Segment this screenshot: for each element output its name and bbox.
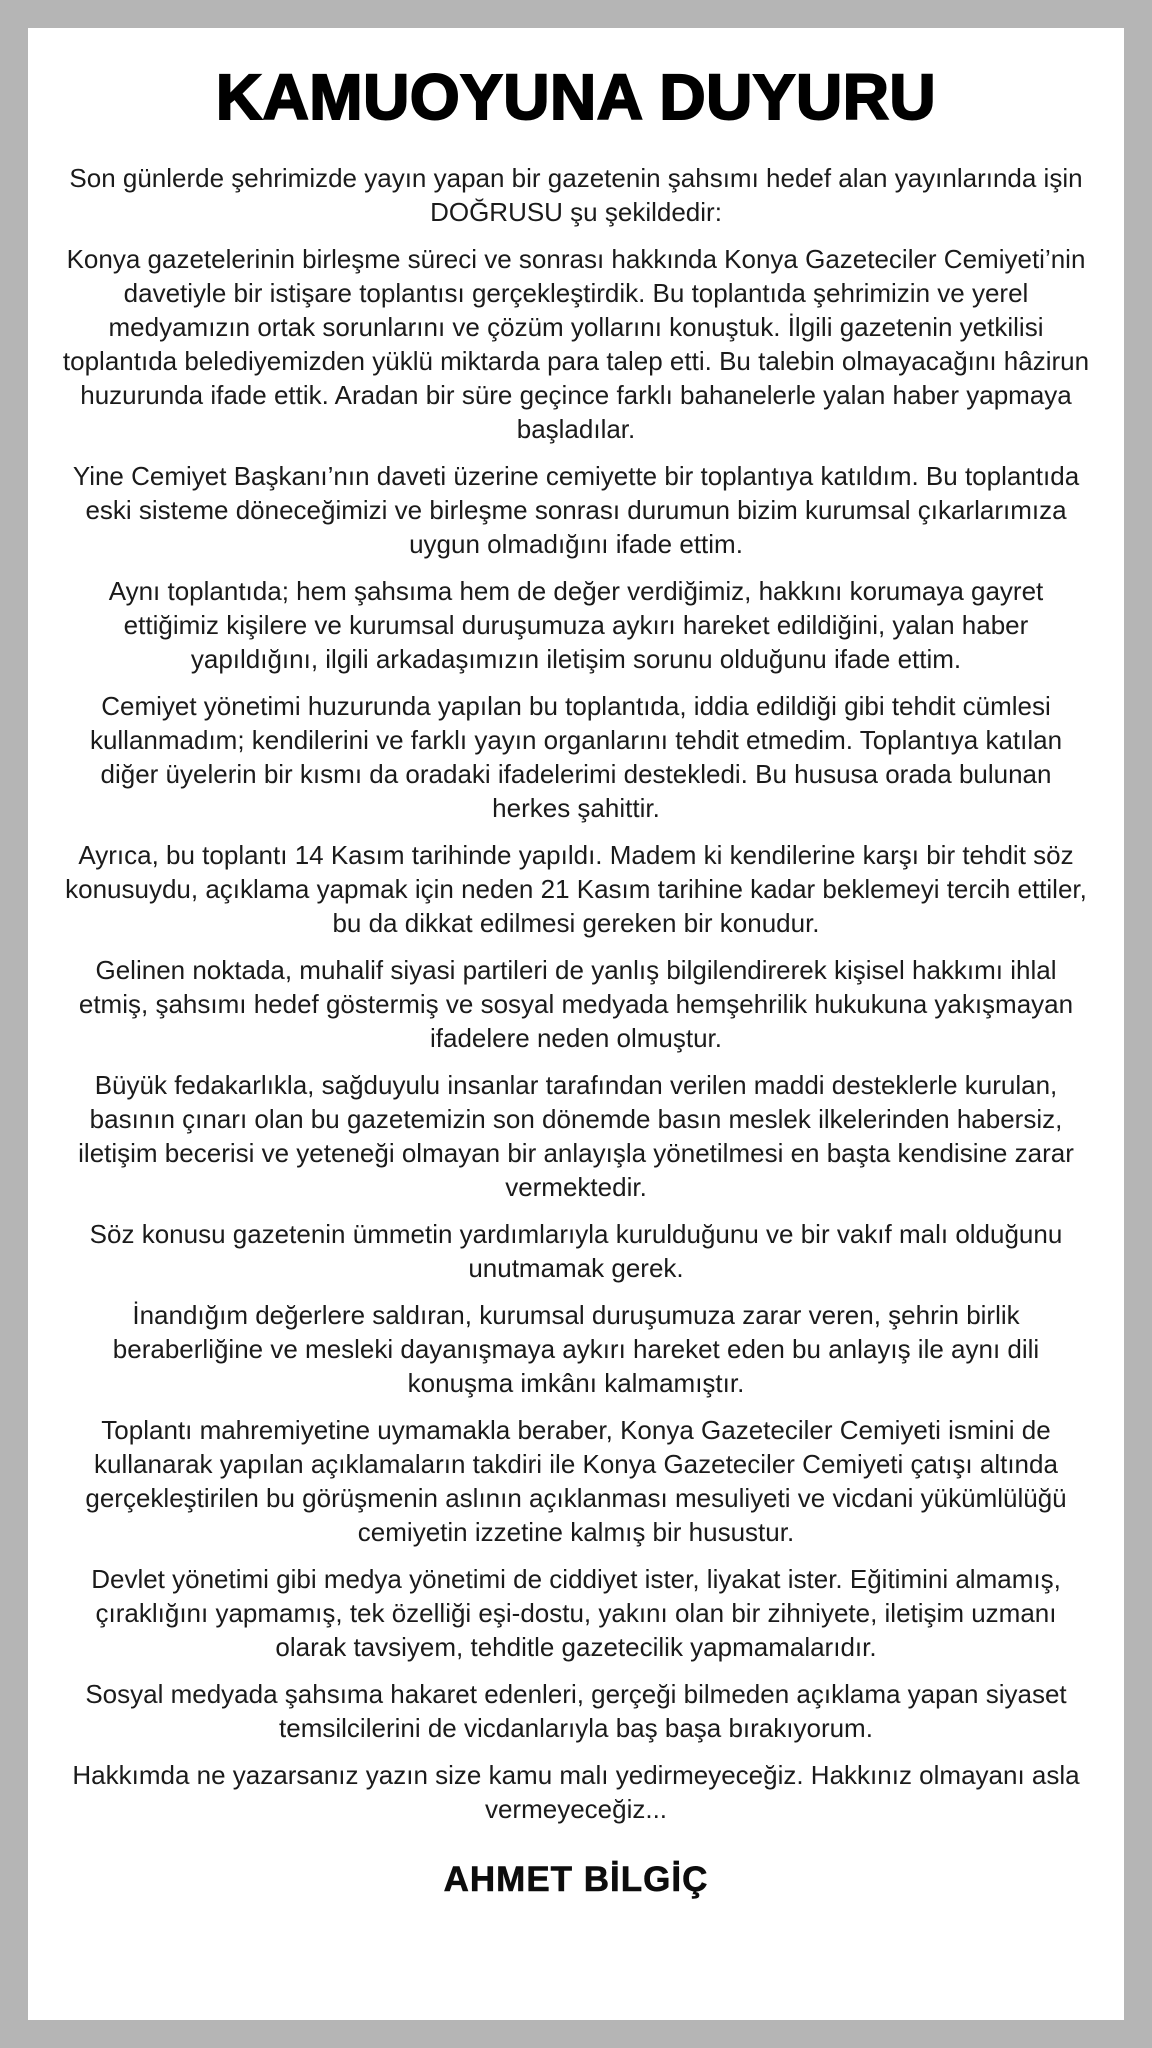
announcement-paragraph: Cemiyet yönetimi huzurunda yapılan bu toplantıda, iddia edildiği gibi tehdit cümlesi kullanmadım; kendilerini ve farklı yayın organlarını tehdit etmedim. Toplantıya katılan diğer üyelerin bir kısmı da oradaki ifadelerimi destekledi. Bu hususa orada bulunan herkes şahittir.: [89, 691, 1063, 824]
announcement-paragraph: Toplantı mahremiyetine uymamakla beraber, Konya Gazeteciler Cemiyeti ismini de kullanarak yapılan açıklamaların takdiri ile Konya Gazeteciler Cemiyeti çatışı altında gerçekleştirilen bu görüşmenin aslının açıklanması mesuliyeti ve vicdani yükümlülüğü cemiyetin izzetine kalmış bir husustur.: [85, 1415, 1067, 1548]
announcement-paragraph: Devlet yönetimi gibi medya yönetimi de ciddiyet ister, liyakat ister. Eğitimini almamış, çıraklığını yapmamış, tek özelliği eşi-dostu, yakını olan bir zihniyete, iletişim uzmanı olarak tavsiyem, tehditle gazetecilik yapmamalarıdır.: [91, 1564, 1061, 1663]
signature-name: AHMET BİLGİÇ: [443, 1860, 709, 1900]
announcement-title: KAMUOYUNA DUYURU: [215, 61, 937, 133]
announcement-paragraph: Konya gazetelerinin birleşme süreci ve sonrası hakkında Konya Gazeteciler Cemiyeti’nin davetiyle bir istişare toplantısı gerçekleştirdik. Bu toplantıda şehrimizin ve yerel medyamızın ortak sorunlarını ve çözüm yollarını konuştuk. İlgili gazetenin yetkilisi toplantıda belediyemizden yüklü miktarda para talep etti. Bu talebin olmayacağını hâzirun huzurunda ifade ettik. Aradan bir süre geçince farklı bahanelerle yalan haber yapmaya başladılar.: [62, 244, 1090, 445]
announcement-paragraph: İnandığım değerlere saldıran, kurumsal duruşumuza zarar veren, şehrin birlik beraberliğine ve mesleki dayanışmaya aykırı hareket eden bu anlayış ile aynı dili konuşma imkânı kalmamıştır.: [112, 1300, 1040, 1399]
announcement-body: [54, 161, 1098, 1826]
announcement-paragraph: Yine Cemiyet Başkanı’nın daveti üzerine cemiyette bir toplantıya katıldım. Bu toplantıda eski sisteme döneceğimizi ve birleşme sonrası durumun bizim kurumsal çıkarlarımıza uygun olmadığını ifade ettim.: [72, 461, 1080, 560]
announcement-paragraph: Aynı toplantıda; hem şahsıma hem de değer verdiğimiz, hakkını korumaya gayret ettiğimiz kişilere ve kurumsal duruşumuza aykırı hareket edildiğini, yalan haber yapıldığını, ilgili arkadaşımızın iletişim sorunu olduğunu ifade ettim.: [108, 576, 1044, 675]
announcement-paragraph: Son günlerde şehrimizde yayın yapan bir gazetenin şahsımı hedef alan yayınlarında işin DOĞRUSU şu şekildedir:: [69, 163, 1083, 228]
announcement-paragraph: Büyük fedakarlıkla, sağduyulu insanlar tarafından verilen maddi desteklerle kurulan, basının çınarı olan bu gazetemizin son dönemde basın meslek ilkelerinden habersiz, iletişim becerisi ve yeteneği olmayan bir anlayışla yönetilmesi en başta kendisine zarar vermektedir.: [78, 1070, 1074, 1203]
announcement-paragraph: Hakkımda ne yazarsanız yazın size kamu malı yedirmeyeceğiz. Hakkınız olmayanı asla vermeyeceğiz...: [72, 1760, 1080, 1825]
announcement-sheet: [28, 28, 1124, 2020]
announcement-paragraph: Söz konusu gazetenin ümmetin yardımlarıyla kurulduğunu ve bir vakıf malı olduğunu unutmamak gerek.: [89, 1219, 1063, 1284]
announcement-paragraph: Gelinen noktada, muhalif siyasi partileri de yanlış bilgilendirerek kişisel hakkımı ihlal etmiş, şahsımı hedef göstermiş ve sosyal medyada hemşehrilik hukukuna yakışmayan ifadelere neden olmuştur.: [78, 955, 1074, 1054]
announcement-paragraph: Sosyal medyada şahsıma hakaret edenleri, gerçeği bilmeden açıklama yapan siyaset temsilcilerini de vicdanlarıyla baş başa bırakıyorum.: [85, 1679, 1067, 1744]
announcement-paragraph: Ayrıca, bu toplantı 14 Kasım tarihinde yapıldı. Madem ki kendilerine karşı bir tehdit söz konusuydu, açıklama yapmak için neden 21 Kasım tarihine kadar beklemeyi tercih ettiler, bu da dikkat edilmesi gereken bir konudur.: [65, 840, 1087, 939]
